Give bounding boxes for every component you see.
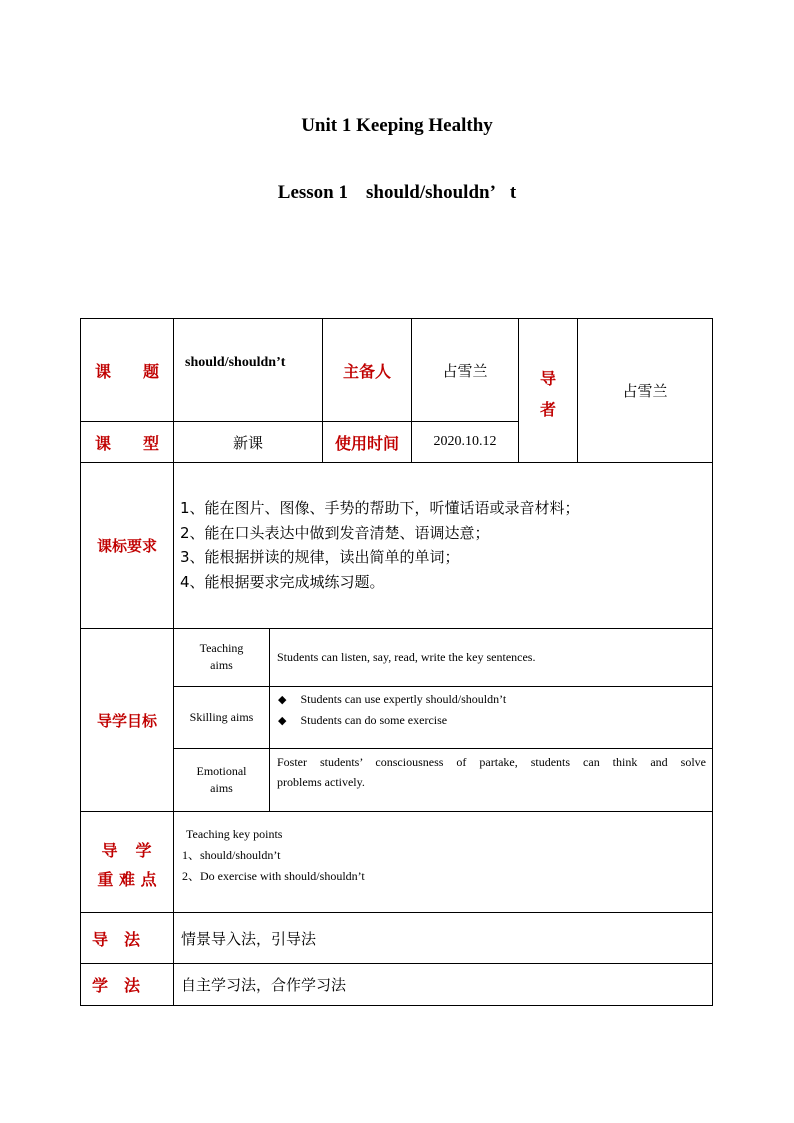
- method-learn-label: 学 法: [91, 976, 140, 995]
- time-value: 2020.10.12: [433, 434, 497, 449]
- diamond-bullet-icon: ◆: [278, 714, 287, 727]
- type-label: 课 型: [94, 433, 159, 453]
- method-guide-label: 导 法: [91, 929, 140, 949]
- goals-label: 导学目标: [96, 711, 157, 730]
- skilling-item-text: Students can use expertly should/shouldn’t: [300, 692, 507, 706]
- keypoints-content: [182, 824, 702, 887]
- guide-label-2: 者: [539, 400, 556, 419]
- skilling-item-text: Students can do some exercise: [300, 713, 448, 727]
- lesson-label: Lesson 1: [277, 182, 348, 203]
- teaching-aims-label-line2: aims: [210, 658, 233, 672]
- standards-item: 1、能在图片、图像、手势的帮助下，听懂话语或录音材料；: [180, 499, 580, 517]
- skilling-item: [278, 689, 708, 710]
- preparer-label: 主备人: [342, 361, 391, 381]
- method-learn-value: 自主学习法，合作学习法: [181, 976, 347, 994]
- type-value: 新课: [232, 433, 263, 452]
- time-label: 使用时间: [334, 433, 399, 453]
- unit-title: Unit 1 Keeping Healthy: [301, 115, 493, 136]
- keypoints-item: 1、should/shouldn’t: [182, 848, 281, 862]
- keypoints-label-line2: 重 难 点: [97, 870, 157, 889]
- emotional-aims-line1: Foster students’ consciousness of partake, students can think and solve: [277, 755, 706, 769]
- standards-item: 4、能根据要求完成城练习题。: [180, 572, 385, 591]
- standards-item: 3、能根据拼读的规律，读出简单的单词；: [180, 548, 460, 566]
- preparer-value: 占雪兰: [442, 361, 488, 380]
- skilling-aims-label: Skilling aims: [189, 710, 254, 724]
- keypoints-heading: Teaching key points: [186, 827, 283, 841]
- lesson-topic-tail: t: [509, 182, 517, 203]
- teaching-aims-label: [174, 640, 269, 674]
- topic-label: 课 题: [94, 361, 159, 381]
- emotional-aims-line2: problems actively.: [277, 775, 365, 789]
- lesson-topic: should/shouldn’: [365, 182, 496, 203]
- teaching-aims-label-line1: Teaching: [199, 641, 244, 655]
- guide-value: 占雪兰: [622, 382, 668, 400]
- method-guide-value: 情景导入法，引导法: [181, 930, 317, 948]
- standards-list: [180, 496, 710, 594]
- topic-value: should/shouldn’t: [185, 355, 286, 370]
- keypoints-label-line1: 导 学: [101, 841, 153, 860]
- teaching-aims-value: Students can listen, say, read, write the key sentences.: [277, 650, 536, 664]
- guide-label-1: 导: [539, 369, 556, 388]
- lesson-title: [0, 182, 794, 204]
- emotional-aims-value: [277, 752, 706, 792]
- emotional-aims-label-line2: aims: [210, 781, 233, 795]
- standards-label: 课标要求: [96, 537, 157, 555]
- skilling-item: [278, 710, 708, 731]
- diamond-bullet-icon: ◆: [278, 693, 287, 706]
- emotional-aims-label: [174, 763, 269, 797]
- emotional-aims-label-line1: Emotional: [196, 764, 247, 778]
- standards-item: 2、能在口头表达中做到发音清楚、语调达意；: [180, 523, 490, 542]
- keypoints-item: 2、Do exercise with should/shouldn’t: [182, 869, 365, 883]
- skilling-aims-list: [278, 689, 708, 731]
